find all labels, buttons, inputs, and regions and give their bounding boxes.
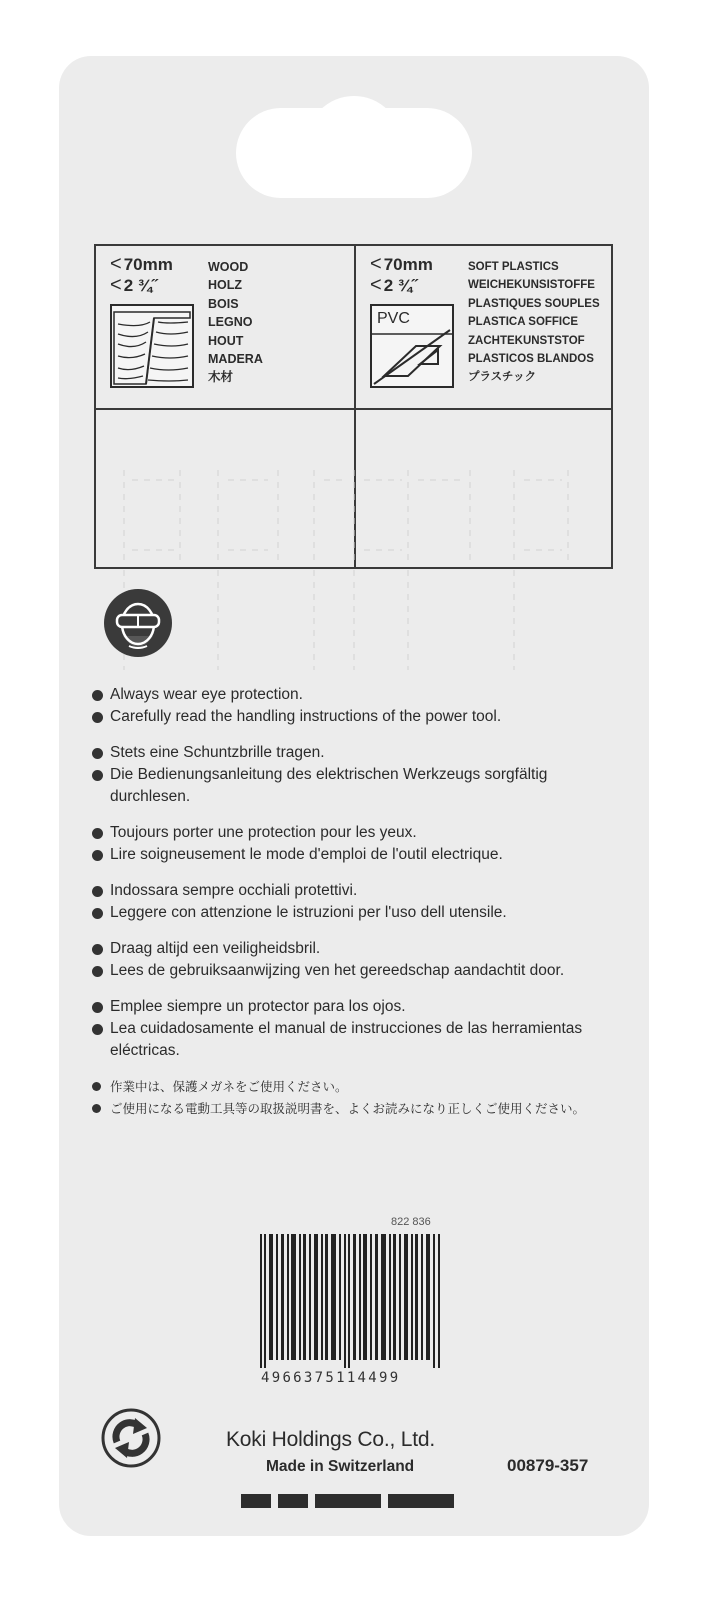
bullet-icon	[92, 1002, 103, 1013]
bullet-icon	[92, 850, 103, 861]
plastic-depth-in: 2 ¾˝	[383, 276, 418, 295]
instruction-item	[92, 844, 632, 866]
instruction-item	[92, 706, 632, 728]
instructions-nl	[92, 938, 632, 982]
instruction-text: 作業中は、保護メガネをご使用ください。	[110, 1080, 348, 1094]
instructions-en	[92, 684, 632, 728]
plastic-label: プラスチック	[468, 371, 537, 384]
barcode-top-label: 822 836	[391, 1216, 431, 1228]
instructions-es	[92, 996, 632, 1062]
instruction-text: Indossara sempre occhiali protettivi.	[110, 882, 358, 899]
instructions-de	[92, 742, 632, 808]
bullet-icon	[92, 944, 103, 955]
instruction-text: Die Bedienungsanleitung des elektrischen Werkzeugs sorgfältig durchlesen.	[110, 766, 548, 805]
table-divider-horizontal	[96, 408, 611, 410]
instruction-text: Emplee siempre un protector para los ojos.	[110, 998, 406, 1015]
wood-label: 木材	[208, 370, 234, 385]
instruction-item	[92, 684, 632, 706]
plastic-label: ZACHTEKUNSTSTOF	[468, 334, 585, 347]
barcode-number: 4966375114499	[261, 1370, 401, 1386]
print-stripe	[388, 1494, 454, 1508]
plastic-max-depth: < 70mm < 2 ¾˝	[370, 253, 433, 296]
instruction-item	[92, 1098, 632, 1120]
plastic-label: PLASTIQUES SOUPLES	[468, 297, 600, 310]
product-code: 00879-357	[507, 1456, 589, 1475]
wood-cell	[96, 246, 354, 408]
bullet-icon	[92, 770, 103, 781]
wood-label: HOUT	[208, 333, 244, 348]
bullet-icon	[92, 886, 103, 897]
instruction-item	[92, 960, 630, 982]
plastic-label: PLASTICA SOFFICE	[468, 316, 579, 329]
instruction-text: Leggere con attenzione le istruzioni per l'uso dell utensile.	[110, 904, 507, 921]
wood-grain-icon	[110, 304, 194, 388]
bullet-icon	[92, 1024, 103, 1035]
instruction-item	[92, 764, 610, 808]
instruction-text: Always wear eye protection.	[110, 686, 303, 703]
wood-label: MADERA	[208, 352, 263, 367]
instruction-item	[92, 822, 632, 844]
print-stripe	[278, 1494, 308, 1508]
instruction-text: Lire soigneusement le mode d'emploi de l'outil electrique.	[110, 846, 503, 863]
print-stripe	[241, 1494, 271, 1508]
bullet-icon	[92, 908, 103, 919]
instructions-it	[92, 880, 632, 924]
faint-print-marks	[118, 470, 588, 670]
wood-depth-mm: 70mm	[123, 255, 173, 274]
instruction-item	[92, 742, 632, 764]
instruction-text: Lees de gebruiksaanwijzing ven het gereedschap aandachtit door.	[110, 962, 565, 979]
hang-hole	[236, 108, 472, 198]
instruction-text: Stets eine Schuntzbrille tragen.	[110, 744, 325, 761]
company-name: Koki Holdings Co., Ltd.	[226, 1428, 436, 1451]
plastic-label: PLASTICOS BLANDOS	[468, 353, 594, 366]
bullet-icon	[92, 690, 103, 701]
made-in: Made in Switzerland	[266, 1458, 415, 1475]
recycle-icon	[101, 1408, 161, 1468]
plastic-cell	[356, 246, 614, 408]
plastic-label: WEICHEKUNSISTOFFE	[468, 279, 595, 292]
instructions-fr	[92, 822, 632, 866]
wood-label: HOLZ	[208, 278, 243, 293]
safety-instructions	[92, 684, 632, 1134]
wood-material-list	[208, 258, 263, 387]
instruction-item	[92, 902, 632, 924]
instruction-text: Carefully read the handling instructions of the power tool.	[110, 708, 502, 725]
instruction-text: Draag altijd een veiligheidsbril.	[110, 940, 321, 957]
wood-depth-in: 2 ¾˝	[123, 276, 158, 295]
bullet-icon	[92, 748, 103, 759]
instruction-item	[92, 1018, 590, 1062]
instruction-text: ご使用になる電動工具等の取扱説明書を、よくお読みになり正しくご使用ください。	[110, 1102, 586, 1116]
instruction-text: Toujours porter une protection pour les yeux.	[110, 824, 417, 841]
pvc-label: PVC	[377, 310, 410, 327]
bullet-icon	[92, 828, 103, 839]
bullet-icon	[92, 712, 103, 723]
eye-protection-icon	[103, 588, 173, 658]
instruction-item	[92, 938, 632, 960]
plastic-depth-mm: 70mm	[383, 255, 433, 274]
wood-label: WOOD	[208, 260, 249, 274]
plastic-label: SOFT PLASTICS	[468, 261, 559, 273]
instructions-jp	[92, 1076, 632, 1120]
pvc-pipe-icon	[370, 304, 454, 388]
bullet-icon	[92, 1082, 101, 1091]
instruction-item	[92, 880, 632, 902]
print-stripe	[315, 1494, 381, 1508]
wood-label: BOIS	[208, 296, 239, 311]
plastic-material-list	[468, 258, 600, 387]
wood-label: LEGNO	[208, 315, 253, 330]
bullet-icon	[92, 1104, 101, 1113]
barcode	[258, 1234, 444, 1368]
instruction-item	[92, 996, 632, 1018]
instruction-item	[92, 1076, 632, 1098]
wood-max-depth: < 70mm < 2 ¾˝	[110, 253, 173, 296]
instruction-text: Lea cuidadosamente el manual de instrucciones de las herramientas eléctricas.	[110, 1020, 583, 1059]
bullet-icon	[92, 966, 103, 977]
